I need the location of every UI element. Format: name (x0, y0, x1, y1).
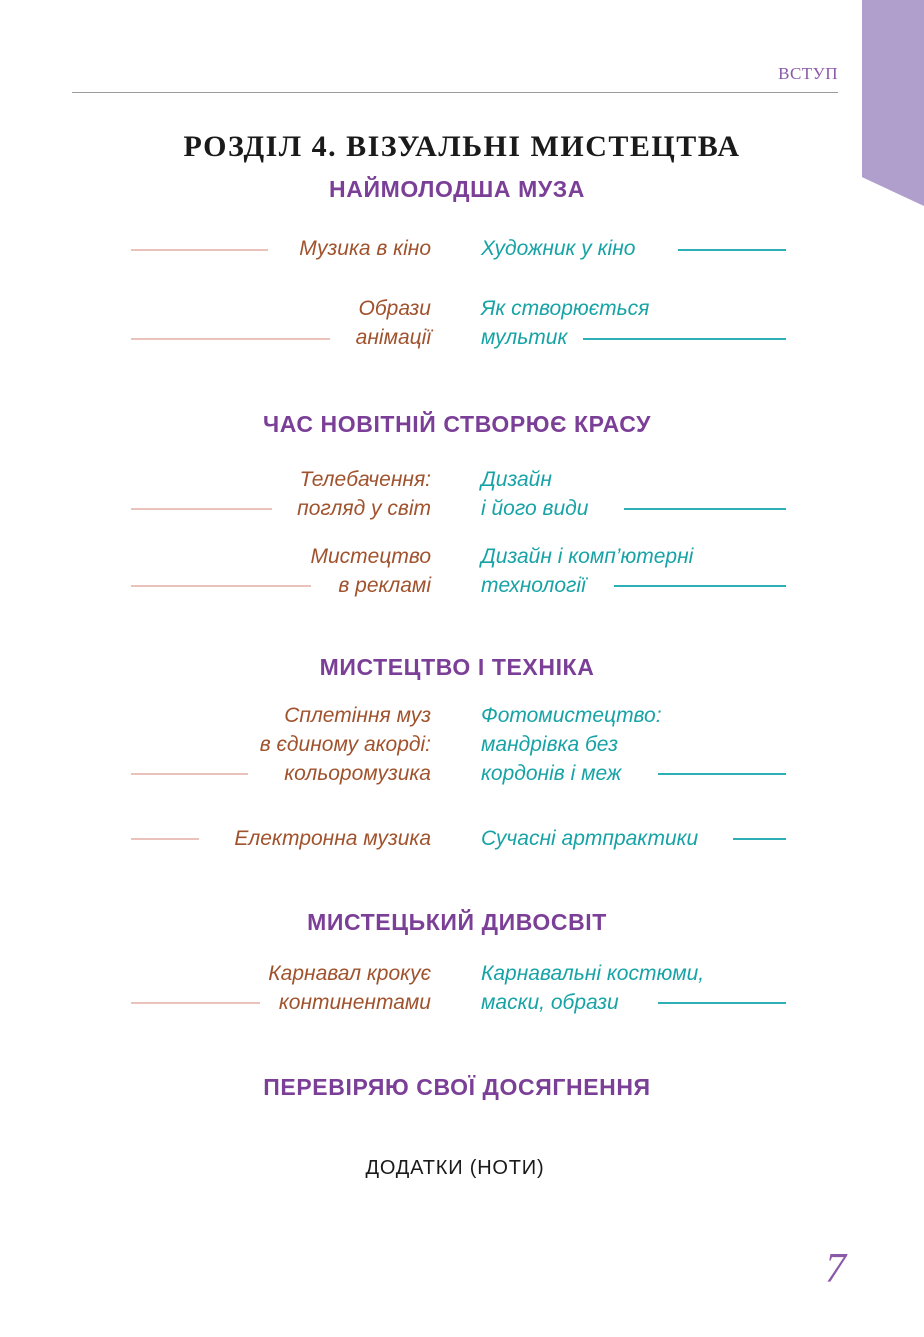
leader-line-left (131, 838, 199, 840)
entry-line: Дизайн і комп’ютерні (481, 545, 694, 568)
leader-line-left (131, 773, 248, 775)
entry-line: Художник у кіно (481, 237, 636, 260)
toc-entry-left[interactable] (299, 234, 431, 263)
leader-line-right (614, 585, 786, 587)
entry-line: кольоромузика (284, 762, 431, 785)
leader-line-left (131, 1002, 260, 1004)
entry-line: Дизайн (481, 468, 552, 491)
leader-line-right (658, 1002, 786, 1004)
entry-line: маски, образи (481, 991, 619, 1014)
entry-line: Карнавал крокує (268, 962, 431, 985)
toc-entry-right[interactable] (481, 465, 588, 523)
entry-line: анімації (355, 326, 431, 349)
entry-line: мультик (481, 326, 568, 349)
page-number: 7 (825, 1246, 846, 1292)
entry-line: Телебачення: (299, 468, 431, 491)
leader-line-right (624, 508, 786, 510)
leader-line-right (658, 773, 786, 775)
entry-line: Мистецтво (310, 545, 431, 568)
entry-line: континентами (278, 991, 431, 1014)
leader-line-left (131, 338, 330, 340)
header-rule (72, 92, 838, 93)
toc-entry-left[interactable] (234, 824, 431, 853)
running-head: ВСТУП (778, 64, 838, 83)
entry-line: в рекламі (338, 574, 431, 597)
toc-entry-right[interactable] (481, 234, 635, 263)
topic-title: НАЙМОЛОДША МУЗА (329, 176, 585, 202)
toc-entry-left[interactable] (297, 465, 431, 523)
section-title: РОЗДІЛ 4. ВІЗУАЛЬНІ МИСТЕЦТВА (183, 130, 741, 163)
leader-line-left (131, 508, 272, 510)
entry-line: Як створюється (481, 297, 650, 320)
leader-line-left (131, 249, 268, 251)
toc-entry-right[interactable] (481, 542, 693, 600)
toc-entry-left[interactable] (310, 542, 431, 600)
entry-line: Фотомистецтво: (481, 704, 662, 727)
toc-entry-left[interactable] (260, 701, 431, 788)
leader-line-left (131, 585, 311, 587)
leader-line-right (678, 249, 786, 251)
topic-title: МИСТЕЦТВО І ТЕХНІКА (319, 654, 595, 680)
toc-entry-right[interactable] (481, 824, 698, 853)
entry-line: Образи (358, 297, 431, 320)
topic-title: ЧАС НОВІТНІЙ СТВОРЮЄ КРАСУ (262, 411, 652, 437)
entry-line: погляд у світ (297, 497, 431, 520)
toc-entry-left[interactable] (268, 959, 431, 1017)
entry-line: технології (481, 574, 586, 597)
entry-line: мандрівка без (481, 733, 618, 756)
entry-line: Музика в кіно (299, 237, 431, 260)
leader-line-right (733, 838, 786, 840)
toc-entry-right[interactable] (481, 701, 662, 788)
entry-line: кордонів і меж (481, 762, 622, 785)
toc-entry-left[interactable] (356, 294, 431, 352)
entry-line: і його види (481, 497, 589, 520)
entry-line: в єдиному акорді: (259, 733, 431, 756)
entry-line: Електронна музика (234, 827, 431, 850)
appendix-link[interactable]: ДОДАТКИ (НОТИ) (365, 1157, 545, 1179)
toc-entry-right[interactable] (481, 294, 649, 352)
entry-line: Сучасні артпрактики (481, 827, 699, 850)
topic-title: МИСТЕЦЬКИЙ ДИВОСВІТ (307, 909, 607, 935)
entry-line: Карнавальні костюми, (481, 962, 705, 985)
toc-entry-right[interactable] (481, 959, 704, 1017)
topic-title[interactable]: ПЕРЕВІРЯЮ СВОЇ ДОСЯГНЕННЯ (263, 1074, 651, 1100)
leader-line-right (583, 338, 786, 340)
entry-line: Сплетіння муз (284, 704, 431, 727)
